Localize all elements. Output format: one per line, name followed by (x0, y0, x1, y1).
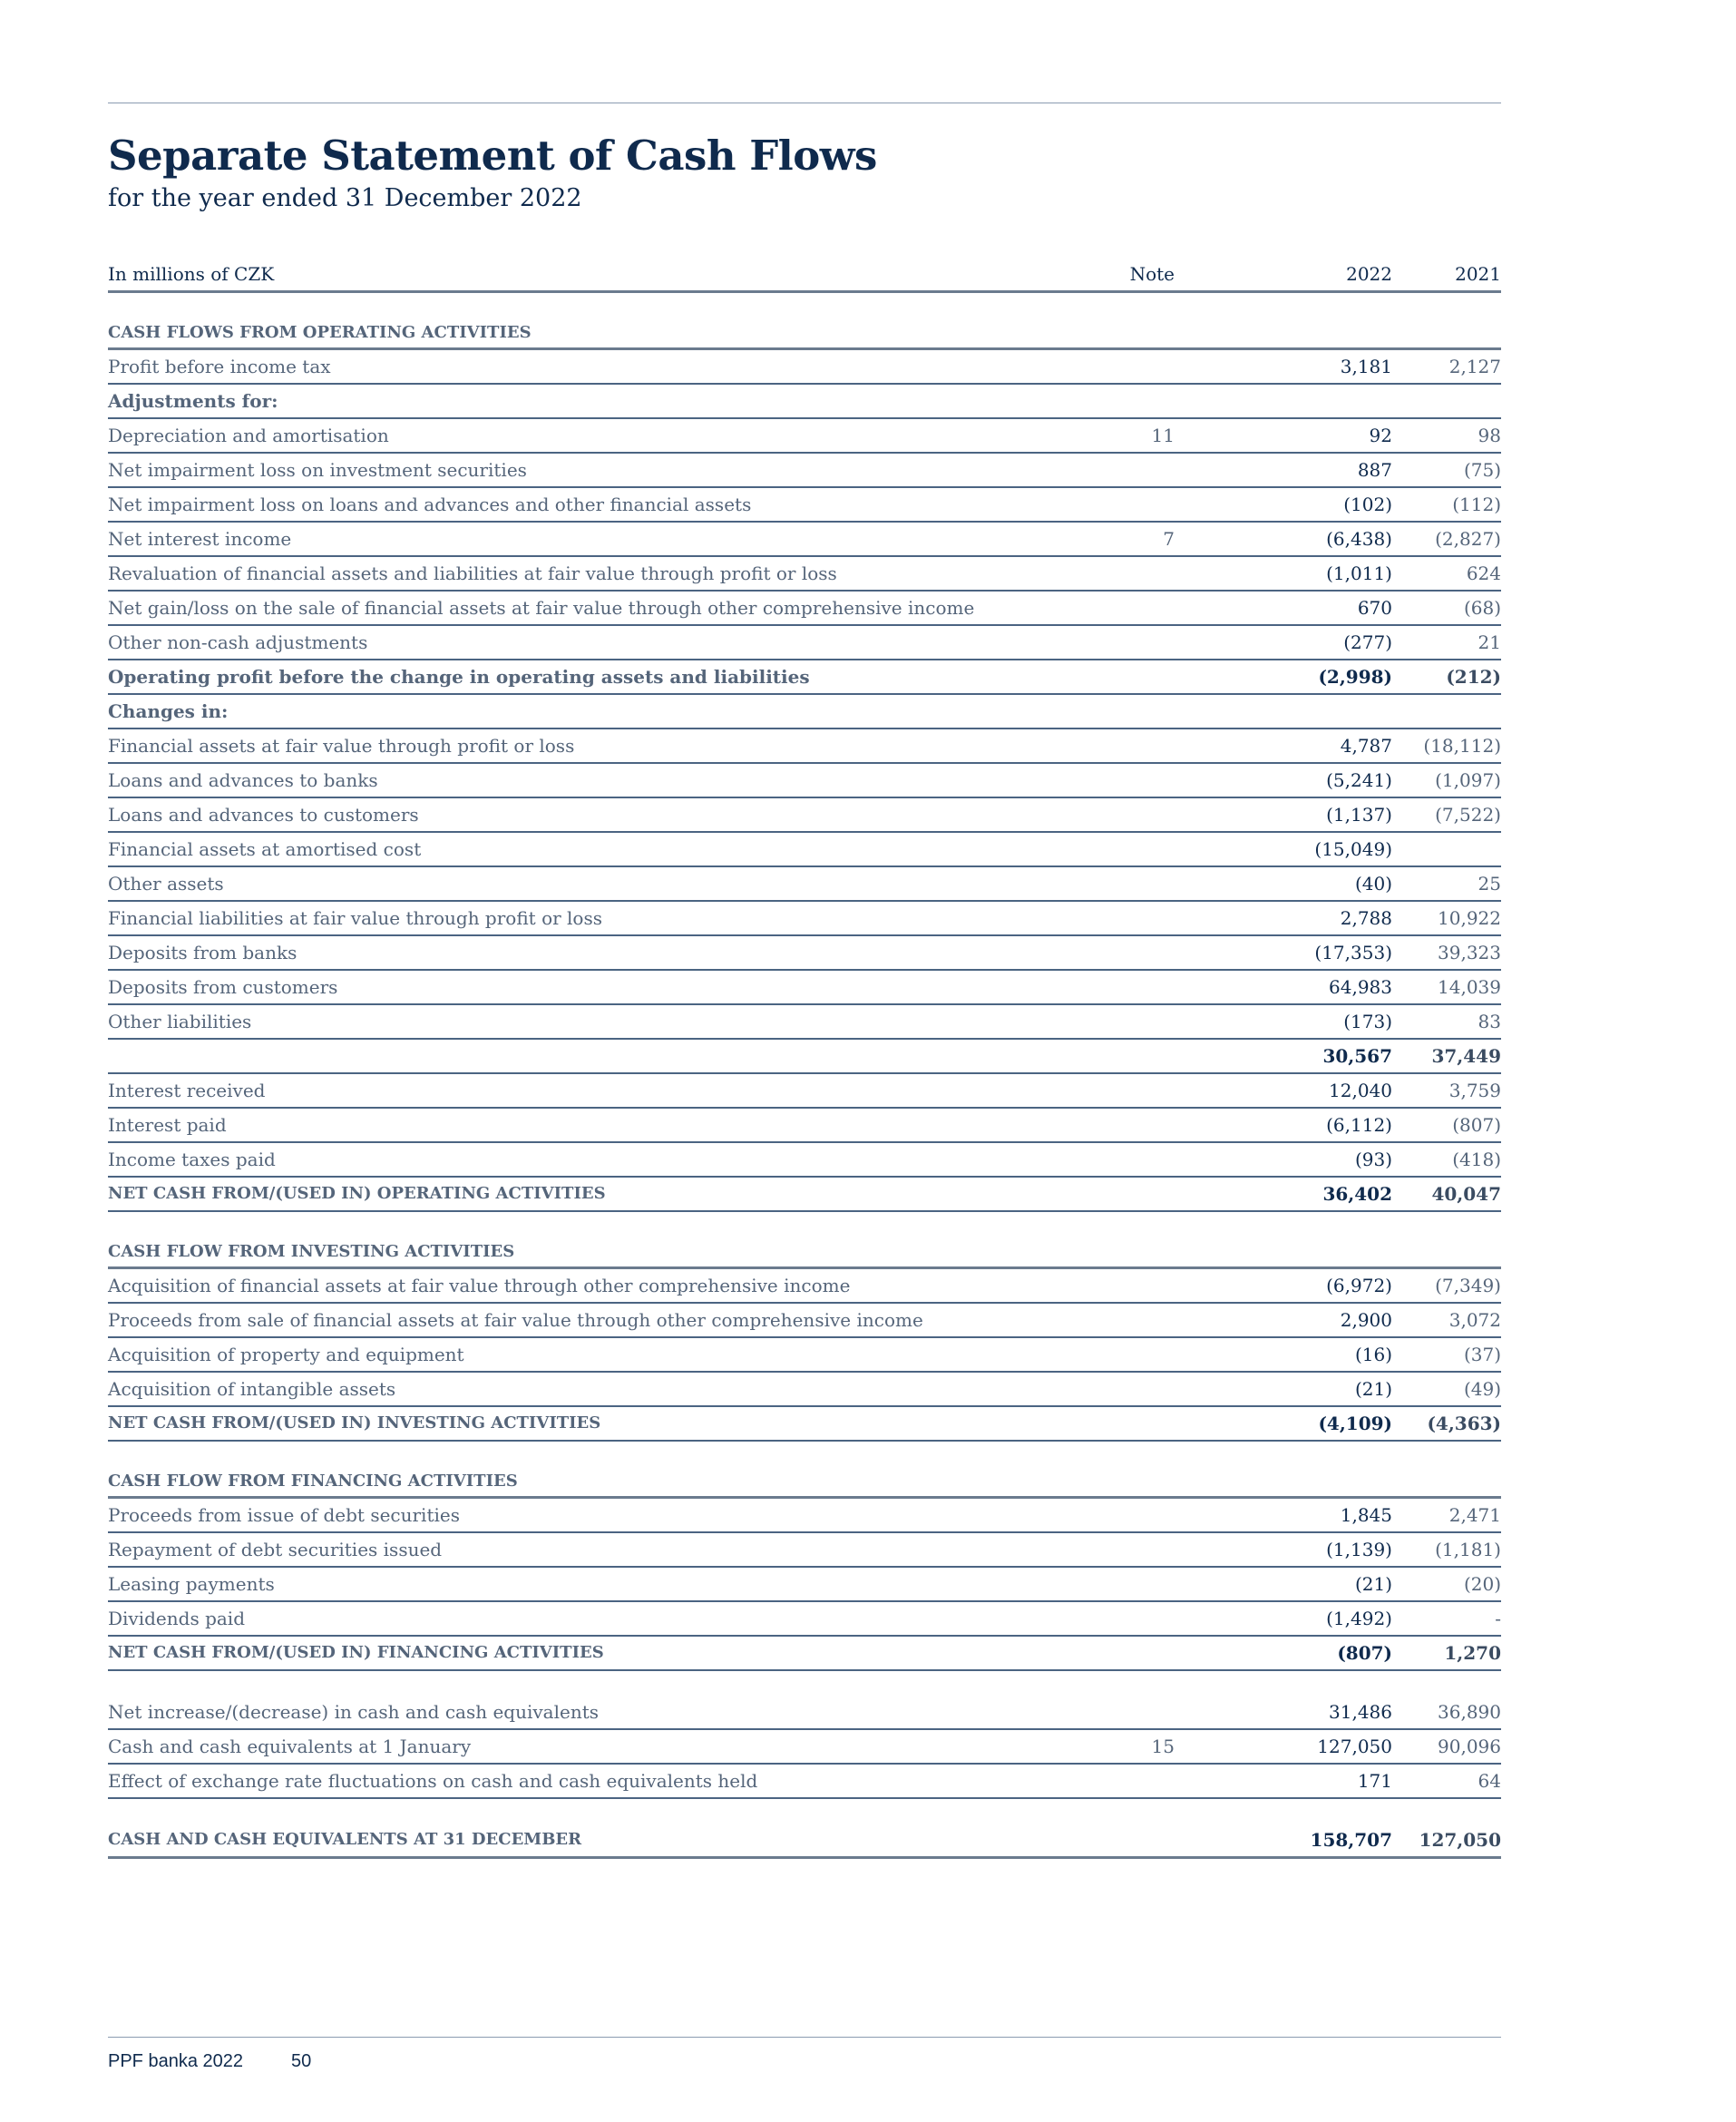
table-row (108, 764, 1501, 798)
table-row (108, 454, 1501, 488)
value-2021: 83 (1478, 1011, 1501, 1032)
value-2021: (807) (1452, 1114, 1501, 1136)
value-2021: (2,827) (1435, 528, 1501, 550)
table-row (108, 936, 1501, 971)
section-heading (108, 318, 1501, 350)
value-2022: 171 (1357, 1770, 1392, 1792)
value-2021: 3,072 (1448, 1309, 1501, 1331)
value-2021: (7,522) (1435, 804, 1501, 826)
table-row (108, 488, 1501, 523)
value-2022: 887 (1357, 459, 1392, 481)
row-label: Deposits from customers (108, 976, 338, 998)
row-label: Interest received (108, 1080, 266, 1101)
value-2022: (1,011) (1326, 562, 1392, 584)
row-label: Acquisition of financial assets at fair value through other comprehensive income (108, 1275, 851, 1296)
table-row (108, 729, 1501, 764)
row-label: Net increase/(decrease) in cash and cash equivalents (108, 1701, 599, 1723)
value-2022: 2,788 (1340, 907, 1392, 929)
table-row (108, 1533, 1501, 1568)
value-2022: (1,137) (1326, 804, 1392, 826)
row-note: 11 (1151, 425, 1175, 446)
value-2021: - (1495, 1608, 1501, 1629)
table-row (108, 1637, 1501, 1671)
row-note: 15 (1151, 1736, 1175, 1757)
value-2022: (15,049) (1314, 838, 1392, 860)
value-2021: 90,096 (1438, 1736, 1501, 1757)
value-2021: (49) (1463, 1378, 1501, 1400)
unit-label: In millions of CZK (108, 263, 275, 285)
note-header: Note (1129, 263, 1175, 285)
table-row (108, 557, 1501, 592)
value-2022: 64,983 (1329, 976, 1392, 998)
value-2021: 39,323 (1438, 942, 1501, 963)
value-2022: (102) (1343, 494, 1392, 515)
section-heading (108, 1237, 1501, 1269)
value-2021: 10,922 (1438, 907, 1501, 929)
value-2022: 670 (1357, 597, 1392, 619)
footer-brand: PPF banka 2022 (108, 2051, 243, 2071)
row-label: Net impairment loss on investment securities (108, 459, 527, 481)
value-2022: 36,402 (1322, 1183, 1392, 1205)
table-row (108, 1407, 1501, 1442)
value-2021: 2,127 (1448, 356, 1501, 377)
table-row (108, 1040, 1501, 1074)
row-label: Income taxes paid (108, 1149, 276, 1170)
row-label: Profit before income tax (108, 356, 331, 377)
page-number: 50 (291, 2051, 312, 2071)
row-label: NET CASH FROM/(USED IN) OPERATING ACTIVITIES (108, 1184, 606, 1203)
value-2022: (1,139) (1326, 1539, 1392, 1560)
table-row (108, 1568, 1501, 1602)
row-label: Operating profit before the change in operating assets and liabilities (108, 666, 810, 688)
table-row (108, 1005, 1501, 1040)
value-2022: 127,050 (1317, 1736, 1392, 1757)
table-row (108, 902, 1501, 936)
table-row (108, 1373, 1501, 1407)
cash-flow-table (108, 318, 1501, 1859)
value-2022: (93) (1354, 1149, 1392, 1170)
row-label: Loans and advances to customers (108, 804, 419, 826)
table-row (108, 1143, 1501, 1178)
row-label: Proceeds from issue of debt securities (108, 1504, 460, 1526)
table-row (108, 385, 1501, 419)
row-label: CASH FLOW FROM FINANCING ACTIVITIES (108, 1472, 518, 1491)
page-title: Separate Statement of Cash Flows (108, 132, 877, 180)
table-row (108, 1499, 1501, 1533)
table-row (108, 592, 1501, 626)
row-label: Financial assets at amortised cost (108, 838, 422, 860)
value-2021: (37) (1463, 1344, 1501, 1365)
value-2021: (112) (1452, 494, 1501, 515)
value-2022: (2,998) (1318, 666, 1392, 688)
table-row (108, 626, 1501, 660)
table-row (108, 1269, 1501, 1304)
row-label: NET CASH FROM/(USED IN) FINANCING ACTIVITIES (108, 1643, 604, 1662)
section-heading (108, 1466, 1501, 1499)
row-label: CASH FLOWS FROM OPERATING ACTIVITIES (108, 323, 532, 342)
value-2022: (16) (1354, 1344, 1392, 1365)
table-row (108, 350, 1501, 385)
table-row (108, 867, 1501, 902)
row-label: Other assets (108, 873, 224, 895)
value-2022: 4,787 (1340, 735, 1392, 757)
row-label: Other non-cash adjustments (108, 631, 368, 653)
row-label: Deposits from banks (108, 942, 297, 963)
table-row (108, 1074, 1501, 1109)
row-label: Interest paid (108, 1114, 227, 1136)
year-2022-header: 2022 (1346, 263, 1392, 285)
row-label: Net interest income (108, 528, 292, 550)
value-2021: (20) (1463, 1573, 1501, 1595)
footer-divider (108, 2037, 1501, 2038)
row-label: Loans and advances to banks (108, 769, 378, 791)
value-2021: (4,363) (1427, 1413, 1501, 1434)
table-row (108, 1178, 1501, 1212)
row-label: Changes in: (108, 700, 229, 722)
value-2022: (40) (1354, 873, 1392, 895)
row-label: Financial liabilities at fair value through profit or loss (108, 907, 602, 929)
value-2021: (418) (1452, 1149, 1501, 1170)
row-label: Cash and cash equivalents at 1 January (108, 1736, 472, 1757)
row-label: CASH FLOW FROM INVESTING ACTIVITIES (108, 1242, 515, 1261)
table-row (108, 1765, 1501, 1799)
value-2022: (21) (1354, 1378, 1392, 1400)
row-label: Acquisition of property and equipment (108, 1344, 464, 1365)
year-2021-header: 2021 (1455, 263, 1501, 285)
value-2021: 3,759 (1448, 1080, 1501, 1101)
row-label: Net impairment loss on loans and advances and other financial assets (108, 494, 752, 515)
value-2022: (277) (1343, 631, 1392, 653)
row-label: Other liabilities (108, 1011, 252, 1032)
value-2021: 21 (1478, 631, 1501, 653)
row-label: CASH AND CASH EQUIVALENTS AT 31 DECEMBER (108, 1830, 582, 1849)
table-row (108, 1338, 1501, 1373)
value-2021: 36,890 (1438, 1701, 1501, 1723)
value-2021: 40,047 (1431, 1183, 1501, 1205)
value-2022: 31,486 (1329, 1701, 1392, 1723)
table-row (108, 1109, 1501, 1143)
value-2021: 25 (1478, 873, 1501, 895)
value-2021: 2,471 (1448, 1504, 1501, 1526)
table-header (108, 263, 1501, 293)
value-2021: 14,039 (1438, 976, 1501, 998)
value-2022: 12,040 (1329, 1080, 1392, 1101)
value-2021: (18,112) (1423, 735, 1501, 757)
table-row (108, 695, 1501, 729)
value-2021: (68) (1463, 597, 1501, 619)
table-row (108, 523, 1501, 557)
row-label: Repayment of debt securities issued (108, 1539, 443, 1560)
value-2022: (173) (1343, 1011, 1392, 1032)
row-label: Revaluation of financial assets and liabilities at fair value through profit or loss (108, 562, 837, 584)
value-2021: (7,349) (1435, 1275, 1501, 1296)
value-2022: 3,181 (1340, 356, 1392, 377)
row-label: Depreciation and amortisation (108, 425, 389, 446)
table-row (108, 1602, 1501, 1637)
value-2021: 1,270 (1444, 1642, 1501, 1664)
value-2022: 158,707 (1310, 1829, 1392, 1851)
row-label: Acquisition of intangible assets (108, 1378, 396, 1400)
value-2022: 30,567 (1322, 1045, 1392, 1067)
value-2022: (21) (1354, 1573, 1392, 1595)
table-row (108, 971, 1501, 1005)
value-2022: (6,972) (1326, 1275, 1392, 1296)
table-row (108, 1696, 1501, 1730)
row-label: Financial assets at fair value through profit or loss (108, 735, 575, 757)
table-row (108, 1730, 1501, 1765)
value-2021: 37,449 (1431, 1045, 1501, 1067)
value-2021: (75) (1463, 459, 1501, 481)
table-row (108, 419, 1501, 454)
row-label: Leasing payments (108, 1573, 275, 1595)
row-label: Net gain/loss on the sale of financial assets at fair value through other comprehensive income (108, 597, 975, 619)
table-row (108, 833, 1501, 867)
value-2022: 2,900 (1340, 1309, 1392, 1331)
value-2021: 64 (1478, 1770, 1501, 1792)
value-2022: (4,109) (1318, 1413, 1392, 1434)
value-2022: (807) (1337, 1642, 1392, 1664)
value-2021: 127,050 (1419, 1829, 1501, 1851)
table-row (108, 1824, 1501, 1859)
table-row (108, 798, 1501, 833)
value-2022: (6,112) (1326, 1114, 1392, 1136)
value-2022: 1,845 (1340, 1504, 1392, 1526)
row-label: Dividends paid (108, 1608, 245, 1629)
value-2021: (1,181) (1435, 1539, 1501, 1560)
value-2021: 98 (1478, 425, 1501, 446)
value-2021: (212) (1446, 666, 1501, 688)
value-2022: (6,438) (1326, 528, 1392, 550)
table-row (108, 660, 1501, 695)
value-2021: (1,097) (1435, 769, 1501, 791)
row-label: Effect of exchange rate fluctuations on cash and cash equivalents held (108, 1770, 758, 1792)
page-subtitle: for the year ended 31 December 2022 (108, 184, 582, 212)
value-2022: (17,353) (1314, 942, 1392, 963)
row-note: 7 (1163, 528, 1175, 550)
value-2022: (5,241) (1326, 769, 1392, 791)
value-2022: 92 (1369, 425, 1392, 446)
table-row (108, 1304, 1501, 1338)
value-2021: 624 (1466, 562, 1501, 584)
row-label: Adjustments for: (108, 390, 278, 412)
row-label: NET CASH FROM/(USED IN) INVESTING ACTIVITIES (108, 1413, 601, 1433)
value-2022: (1,492) (1326, 1608, 1392, 1629)
row-label: Proceeds from sale of financial assets at fair value through other comprehensive income (108, 1309, 923, 1331)
